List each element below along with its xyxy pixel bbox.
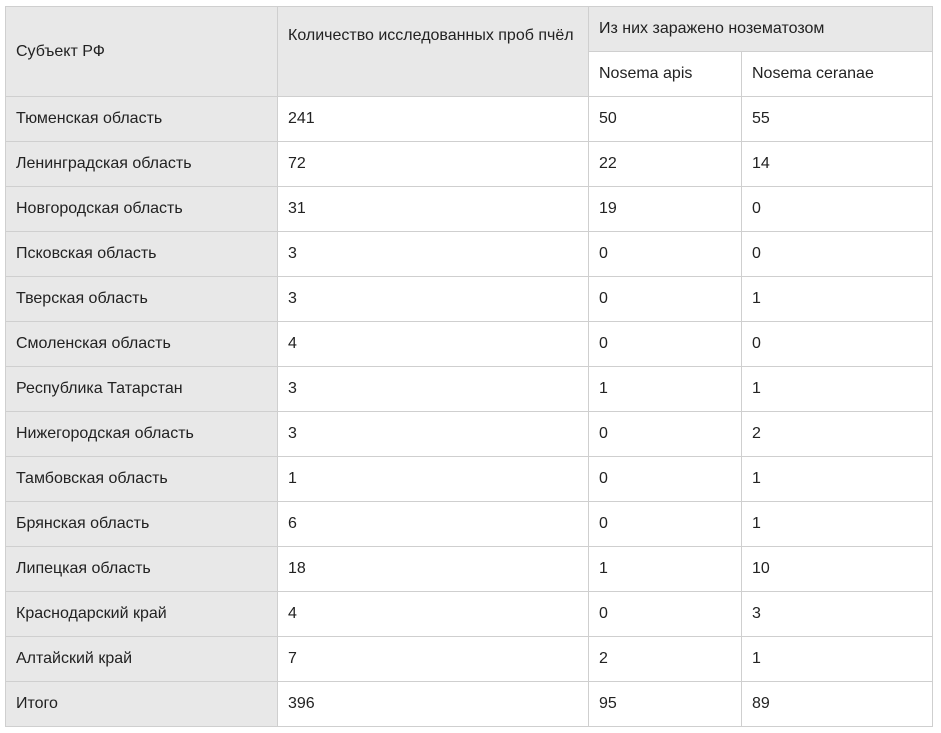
cell-ceranae: 1 bbox=[742, 367, 933, 412]
table-row bbox=[6, 142, 933, 187]
header-nosema-apis: Nosema apis bbox=[589, 52, 742, 97]
cell-region: Тверская область bbox=[6, 277, 278, 322]
cell-samples: 6 bbox=[278, 502, 589, 547]
header-samples: Количество исследованных проб пчёл bbox=[278, 7, 589, 97]
cell-region: Липецкая область bbox=[6, 547, 278, 592]
cell-ceranae: 0 bbox=[742, 232, 933, 277]
cell-region: Тамбовская область bbox=[6, 457, 278, 502]
cell-ceranae: 1 bbox=[742, 502, 933, 547]
cell-region: Нижегородская область bbox=[6, 412, 278, 457]
cell-region: Тюменская область bbox=[6, 97, 278, 142]
cell-apis: 19 bbox=[589, 187, 742, 232]
table-row bbox=[6, 547, 933, 592]
cell-ceranae: 55 bbox=[742, 97, 933, 142]
table-row bbox=[6, 367, 933, 412]
table-row bbox=[6, 187, 933, 232]
cell-region: Ленинградская область bbox=[6, 142, 278, 187]
cell-ceranae: 10 bbox=[742, 547, 933, 592]
cell-apis: 0 bbox=[589, 592, 742, 637]
cell-samples: 4 bbox=[278, 592, 589, 637]
cell-samples: 72 bbox=[278, 142, 589, 187]
cell-apis: 1 bbox=[589, 367, 742, 412]
cell-samples: 3 bbox=[278, 232, 589, 277]
cell-ceranae: 1 bbox=[742, 457, 933, 502]
cell-ceranae: 14 bbox=[742, 142, 933, 187]
cell-ceranae: 0 bbox=[742, 187, 933, 232]
cell-region: Республика Татарстан bbox=[6, 367, 278, 412]
cell-region: Новгородская область bbox=[6, 187, 278, 232]
cell-region: Краснодарский край bbox=[6, 592, 278, 637]
header-nosema-ceranae: Nosema ceranae bbox=[742, 52, 933, 97]
header-row-1 bbox=[6, 7, 933, 52]
cell-samples: 3 bbox=[278, 277, 589, 322]
table-row bbox=[6, 592, 933, 637]
cell-apis: 0 bbox=[589, 322, 742, 367]
cell-region: Брянская область bbox=[6, 502, 278, 547]
cell-samples: 3 bbox=[278, 412, 589, 457]
header-region: Субъект РФ bbox=[6, 7, 278, 97]
table-container bbox=[5, 6, 933, 727]
cell-region: Псковская область bbox=[6, 232, 278, 277]
cell-ceranae: 1 bbox=[742, 277, 933, 322]
table-body bbox=[6, 97, 933, 727]
table-row-total bbox=[6, 682, 933, 727]
cell-samples: 4 bbox=[278, 322, 589, 367]
table-row bbox=[6, 277, 933, 322]
cell-apis: 50 bbox=[589, 97, 742, 142]
table-row bbox=[6, 232, 933, 277]
cell-samples: 3 bbox=[278, 367, 589, 412]
cell-samples: 18 bbox=[278, 547, 589, 592]
table-header bbox=[6, 7, 933, 97]
table-row bbox=[6, 502, 933, 547]
cell-ceranae: 3 bbox=[742, 592, 933, 637]
cell-samples: 31 bbox=[278, 187, 589, 232]
cell-ceranae: 89 bbox=[742, 682, 933, 727]
table-row bbox=[6, 412, 933, 457]
cell-apis: 0 bbox=[589, 502, 742, 547]
cell-region: Алтайский край bbox=[6, 637, 278, 682]
cell-apis: 1 bbox=[589, 547, 742, 592]
cell-samples: 7 bbox=[278, 637, 589, 682]
cell-apis: 0 bbox=[589, 277, 742, 322]
cell-samples: 241 bbox=[278, 97, 589, 142]
cell-region: Смоленская область bbox=[6, 322, 278, 367]
table-row bbox=[6, 457, 933, 502]
table-row bbox=[6, 637, 933, 682]
cell-apis: 0 bbox=[589, 457, 742, 502]
cell-ceranae: 1 bbox=[742, 637, 933, 682]
cell-ceranae: 2 bbox=[742, 412, 933, 457]
cell-apis: 0 bbox=[589, 412, 742, 457]
cell-ceranae: 0 bbox=[742, 322, 933, 367]
cell-apis: 2 bbox=[589, 637, 742, 682]
cell-apis: 95 bbox=[589, 682, 742, 727]
cell-apis: 22 bbox=[589, 142, 742, 187]
cell-samples: 396 bbox=[278, 682, 589, 727]
cell-samples: 1 bbox=[278, 457, 589, 502]
nosematosis-table bbox=[5, 6, 933, 727]
table-row bbox=[6, 322, 933, 367]
table-row bbox=[6, 97, 933, 142]
header-infected-group: Из них заражено нозематозом bbox=[589, 7, 933, 52]
cell-region: Итого bbox=[6, 682, 278, 727]
cell-apis: 0 bbox=[589, 232, 742, 277]
